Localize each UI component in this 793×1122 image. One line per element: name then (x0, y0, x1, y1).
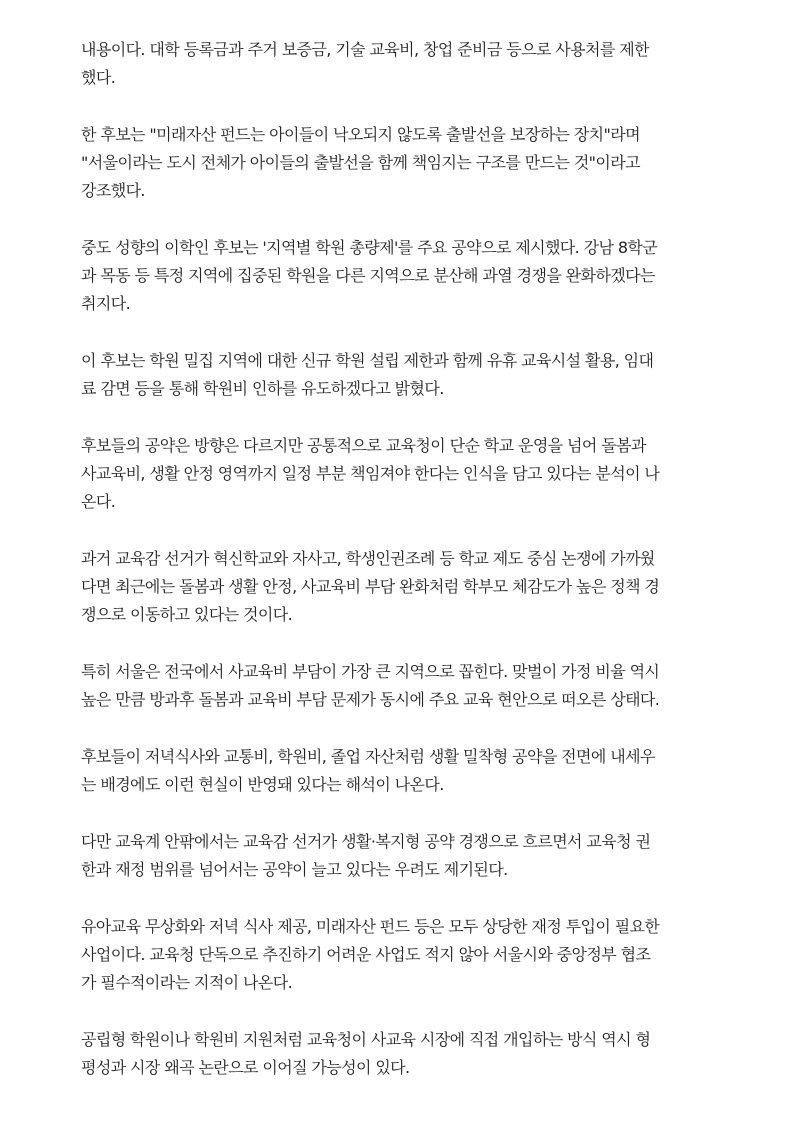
text-line: 높은 만큼 방과후 돌봄과 교육비 부담 문제가 동시에 주요 교육 현안으로 떠오른 상태다. (81, 690, 660, 709)
paragraph (81, 1026, 721, 1082)
paragraph (81, 658, 721, 714)
text-line: 중도 성향의 이학인 후보는 '지역별 학원 총량제'를 주요 공약으로 제시했다. 강남 8학군 (81, 238, 658, 257)
text-line: 공립형 학원이나 학원비 지원처럼 교육청이 사교육 시장에 직접 개입하는 방식 역시 형 (81, 1030, 651, 1049)
text-line: 료 감면 등을 통해 학원비 인하를 유도하겠다고 밝혔다. (81, 379, 444, 398)
text-line: 후보들의 공약은 방향은 다르지만 공통적으로 교육청이 단순 학교 운영을 넘어 돌봄과 (81, 436, 646, 455)
paragraph (81, 743, 721, 799)
paragraph (81, 234, 721, 318)
text-line: 평성과 시장 왜곡 논란으로 이어질 가능성이 있다. (81, 1058, 410, 1077)
text-line: 는 배경에도 이런 현실이 반영돼 있다는 해석이 나온다. (81, 775, 444, 794)
text-line: 강조했다. (81, 181, 145, 200)
article-body (81, 36, 721, 1111)
text-line: 내용이다. 대학 등록금과 주거 보증금, 기술 교육비, 창업 준비금 등으로 사용처를 제한 (81, 40, 649, 59)
paragraph (81, 36, 721, 92)
paragraph (81, 913, 721, 997)
text-line: "서울이라는 도시 전체가 아이들의 출발선을 함께 책임지는 구조를 만드는 것"이라고 (81, 153, 640, 172)
text-line: 과거 교육감 선거가 혁신학교와 자사고, 학생인권조례 등 학교 제도 중심 논쟁에 가까웠 (81, 549, 655, 568)
text-line: 한 후보는 "미래자산 펀드는 아이들이 낙오되지 않도록 출발선을 보장하는 장치"라며 (81, 125, 640, 144)
text-line: 사업이다. 교육청 단독으로 추진하기 어려운 사업도 적지 않아 서울시와 중앙정부 협조 (81, 945, 651, 964)
text-line: 과 목동 등 특정 지역에 집중된 학원을 다른 지역으로 분산해 과열 경쟁을 완화하겠다는 (81, 266, 655, 285)
text-line: 한과 재정 범위를 넘어서는 공약이 늘고 있다는 우려도 제기된다. (81, 860, 508, 879)
text-line: 다면 최근에는 돌봄과 생활 안정, 사교육비 부담 완화처럼 학부모 체감도가 높은 정책 경 (81, 577, 660, 596)
text-line: 온다. (81, 492, 116, 511)
paragraph (81, 432, 721, 516)
text-line: 후보들이 저녁식사와 교통비, 학원비, 졸업 자산처럼 생활 밀착형 공약을 전면에 내세우 (81, 747, 655, 766)
text-line: 쟁으로 이동하고 있다는 것이다. (81, 605, 293, 624)
text-line: 했다. (81, 68, 116, 87)
text-line: 이 후보는 학원 밀집 지역에 대한 신규 학원 설립 제한과 함께 유휴 교육시설 활용, 임대 (81, 351, 654, 370)
text-line: 유아교육 무상화와 저녁 식사 제공, 미래자산 펀드 등은 모두 상당한 재정 투입이 필요한 (81, 917, 660, 936)
paragraph (81, 121, 721, 205)
paragraph (81, 545, 721, 629)
text-line: 특히 서울은 전국에서 사교육비 부담이 가장 큰 지역으로 꼽힌다. 맞벌이 가정 비율 역시 (81, 662, 660, 681)
text-line: 가 필수적이라는 지적이 나온다. (81, 973, 293, 992)
paragraph (81, 347, 721, 403)
text-line: 다만 교육계 안팎에서는 교육감 선거가 생활·복지형 공약 경쟁으로 흐르면서 교육청 권 (81, 832, 651, 851)
paragraph (81, 828, 721, 884)
text-line: 사교육비, 생활 안정 영역까지 일정 부분 책임져야 한다는 인식을 담고 있다는 분석이 나 (81, 464, 660, 483)
text-line: 취지다. (81, 294, 131, 313)
